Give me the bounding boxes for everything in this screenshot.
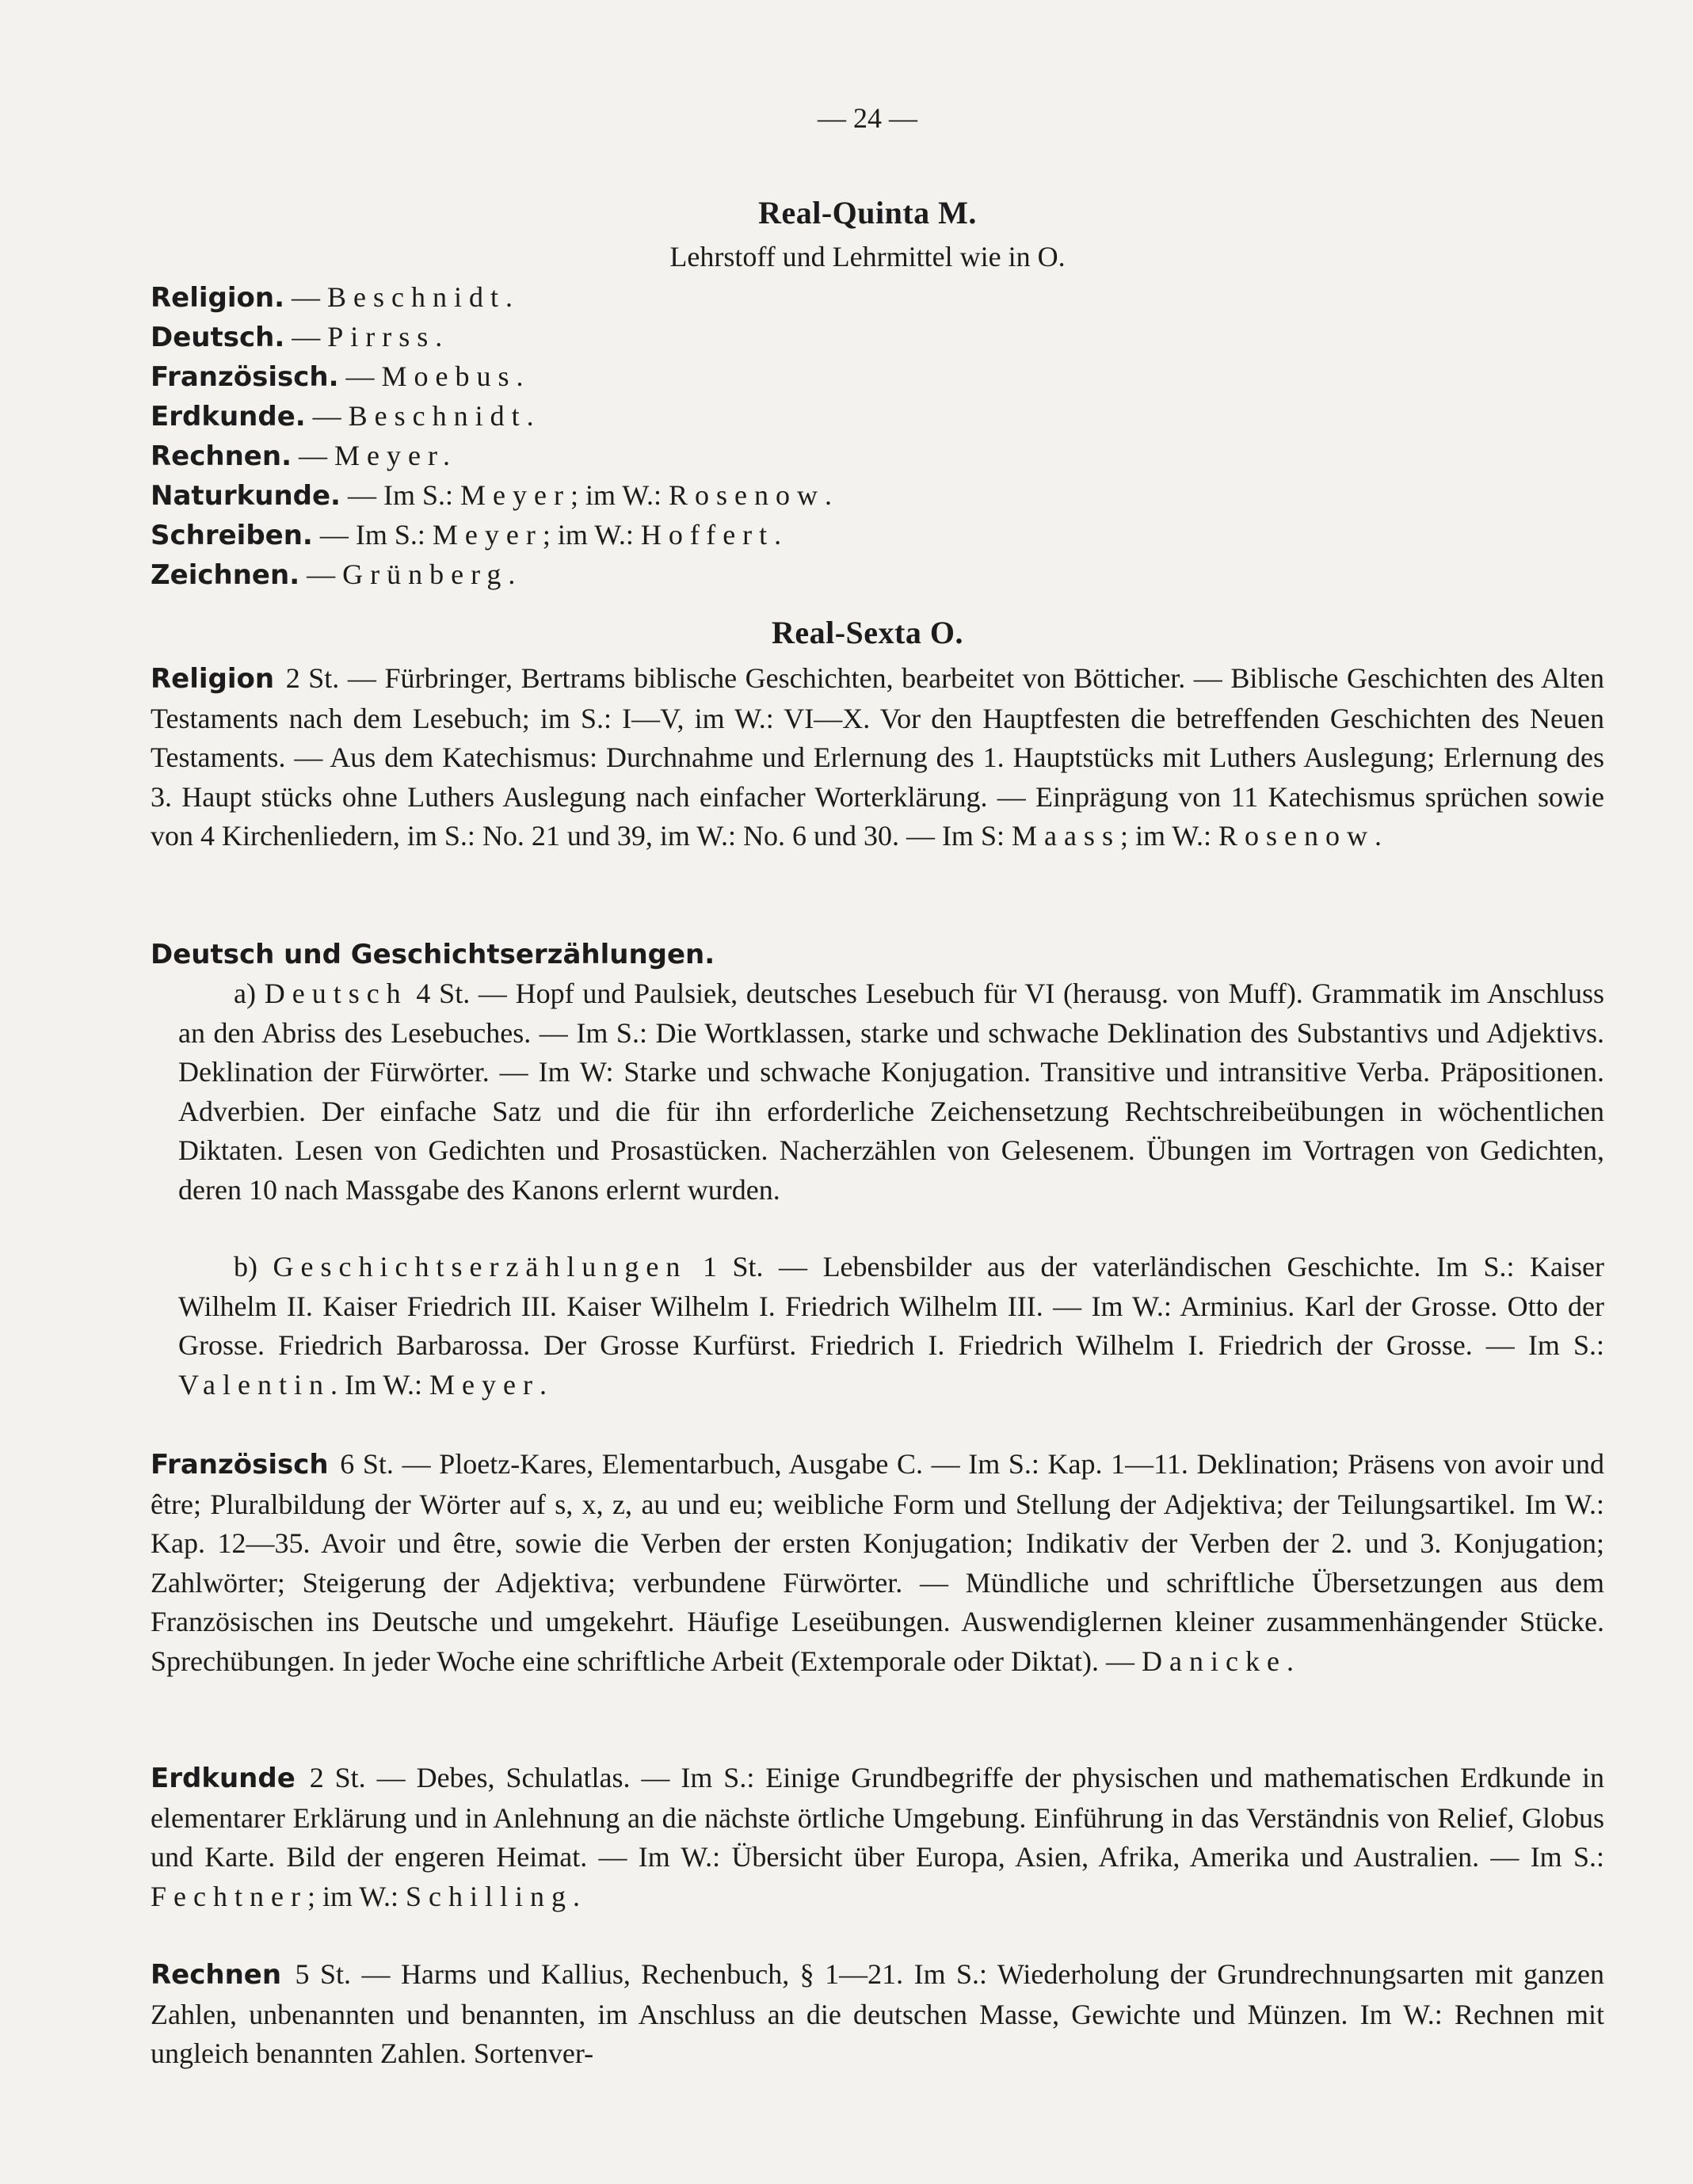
page-number: — 24 — — [818, 102, 917, 134]
line-text: — Im S.: — [340, 479, 460, 511]
sexta-title: Real-Sexta O. — [771, 615, 963, 650]
sexta-deutsch-b — [178, 1248, 1604, 1405]
subject-label: Naturkunde. — [151, 480, 341, 512]
paragraph-text: 2 St. — Debes, Schulatlas. — Im S.: Einige Grundbegriffe der physischen und mathematischen Erdkunde in elementarer Erklärung und in Anlehnung an die nächste örtliche Umgebung. Einführung in das Verständnis von Relief, Globus und Karte. Bild der engeren Heimat. — Im W.: Übersicht über Europa, Asien, Afrika, Amerika und Australien. — Im S.: — [151, 1762, 1604, 1873]
dash: — — [338, 360, 382, 392]
quinta-line-zeichnen — [151, 555, 522, 594]
sexta-deutsch-heading — [151, 935, 715, 974]
teacher-name: Pirrss. — [327, 321, 450, 353]
dash: — — [299, 558, 343, 590]
quinta-subtitle: Lehrstoff und Lehrmittel wie in O. — [669, 241, 1066, 273]
teacher-name: Meyer — [432, 519, 543, 551]
subject-label: Französisch. — [151, 361, 339, 393]
teacher-name: Maass — [1011, 820, 1120, 852]
line-text: ; im W.: — [542, 519, 641, 551]
teacher-name: Meyer — [459, 479, 570, 511]
subject-label: Erdkunde. — [151, 401, 306, 433]
teacher-name: Beschnidt. — [348, 400, 541, 432]
item-title: Deutsch — [264, 978, 408, 1009]
teacher-name: Valentin — [178, 1368, 330, 1401]
paragraph-text: 2 St. — Fürbringer, Bertrams biblische Geschichten, bearbeitet von Bötticher. — Biblische Geschichten des Alten Testaments nach dem Lesebuch; im S.: I—V, im W.: VI—X. Vor den Hauptfesten die betreffenden Geschichten des Neuen Testaments. — Aus dem Katechismus: Durchnahme und Erlernung des 1. Hauptstücks mit Luthers Auslegung; Erlernung des 3. Haupt stücks ohne Luthers Auslegung nach einfacher Worterklärung. — Einprägung von 11 Katechismus sprüchen sowie von 4 Kirchenliedern, im S.: No. 21 und 39, im W.: No. 6 und 30. — Im S: — [151, 662, 1605, 852]
subject-label: Erdkunde — [151, 1763, 296, 1794]
subject-label: Zeichnen. — [151, 559, 300, 591]
quinta-line-rechnen — [151, 436, 457, 475]
teacher-name: Rosenow — [668, 479, 825, 511]
dash: — — [292, 440, 334, 471]
subject-label: Rechnen — [151, 1959, 282, 1991]
subject-label: Religion — [151, 663, 275, 695]
teacher-name: Meyer. — [334, 440, 457, 471]
item-label: a) — [234, 978, 265, 1009]
paragraph-text: ; im W.: — [1119, 820, 1218, 852]
sexta-franzoesisch — [151, 1445, 1604, 1681]
teacher-name: Hoffert — [640, 519, 775, 551]
teacher-name: Schilling — [405, 1880, 573, 1912]
sexta-deutsch-a — [178, 974, 1604, 1210]
teacher-name: Beschnidt. — [327, 281, 520, 313]
paragraph-text: . — [573, 1880, 580, 1912]
dash: — — [305, 400, 349, 432]
quinta-line-naturkunde — [151, 476, 832, 515]
subject-label: Religion. — [151, 282, 285, 314]
sexta-rechnen — [151, 1955, 1604, 2074]
paragraph-text: 1 St. — Lebensbilder aus der vaterländischen Geschichte. Im S.: Kaiser Wilhelm II. Kaiser Friedrich III. Kaiser Wilhelm I. Friedrich Wilhelm III. — Im W.: Arminius. Karl der Grosse. Otto der Grosse. Friedrich Barbarossa. Der Grosse Kurfürst. Friedrich I. Friedrich Wilhelm I. Friedrich der Grosse. — Im S.: — [178, 1251, 1604, 1361]
teacher-name: Danicke — [1142, 1645, 1287, 1677]
paragraph-text: . Im W.: — [330, 1368, 429, 1401]
line-text: . — [774, 519, 782, 551]
paragraph-text: 6 St. — Ploetz-Kares, Elementarbuch, Ausgabe C. — Im S.: Kap. 1—11. Deklination; Präsens von avoir und être; Pluralbildung der Wörter auf s, x, z, au und eu; weibliche Form und Stellung der Adjektiva; der Teilungsartikel. Im W.: Kap. 12—35. Avoir und être, sowie die Verben der ersten Konjugation; Indikativ der Verben der 2. und 3. Konjugation; Zahlwörter; Steigerung der Adjektiva; verbundene Fürwörter. — Mündliche und schriftliche Übersetzungen aus dem Französischen ins Deutsche und umgekehrt. Häufige Leseübungen. Auswendiglernen kleiner zusammenhängender Stücke. Sprechübungen. In jeder Woche eine schriftliche Arbeit (Extemporale oder Diktat). — — [151, 1448, 1604, 1677]
line-text: . — [824, 479, 832, 511]
quinta-line-franzoesisch — [151, 357, 531, 396]
quinta-line-schreiben — [151, 516, 781, 555]
quinta-title: Real-Quinta M. — [758, 195, 977, 231]
dash: — — [284, 281, 328, 313]
item-title: Geschichtserzählungen — [273, 1251, 688, 1283]
line-text: — Im S.: — [312, 519, 433, 551]
paragraph-text: . — [1375, 820, 1382, 852]
subject-label: Deutsch. — [151, 322, 285, 353]
dash: — — [284, 321, 328, 353]
paragraph-text: . — [539, 1368, 547, 1401]
paragraph-text: 4 St. — Hopf und Paulsiek, deutsches Lesebuch für VI (herausg. von Muff). Grammatik im Anschluss an den Abriss des Lesebuches. — Im S.: Die Wortklassen, starke und schwache Deklination des Substantivs und Adjektivs. Deklination der Fürwörter. — Im W: Starke und schwache Konjugation. Transitive und intransitive Verba. Präpositionen. Adverbien. Der einfache Satz und die für ihn erforderliche Zeichensetzung Rechtschreibeübungen in wöchentlichen Diktaten. Lesen von Gedichten und Prosastücken. Nacherzählen von Gelesenem. Übungen im Vortragen von Gedichten, deren 10 nach Massgabe des Kanons erlernt wurden. — [178, 978, 1605, 1206]
sexta-religion — [151, 659, 1604, 856]
teacher-name: Grünberg. — [342, 558, 523, 590]
item-label: b) — [234, 1251, 273, 1283]
quinta-line-deutsch — [151, 318, 449, 356]
subject-label: Rechnen. — [151, 440, 292, 472]
quinta-line-erdkunde — [151, 397, 541, 436]
quinta-line-religion — [151, 278, 520, 317]
teacher-name: Rosenow — [1218, 820, 1375, 852]
paragraph-text: . — [1286, 1645, 1294, 1677]
subject-label: Schreiben. — [151, 520, 313, 551]
teacher-name: Moebus. — [381, 360, 531, 392]
section-heading: Deutsch und Geschichtserzählungen. — [151, 939, 715, 970]
paragraph-text: ; im W.: — [307, 1880, 406, 1912]
subject-label: Französisch — [151, 1449, 329, 1481]
sexta-erdkunde — [151, 1759, 1604, 1916]
teacher-name: Fechtner — [151, 1880, 307, 1912]
line-text: ; im W.: — [570, 479, 669, 511]
paragraph-text: 5 St. — Harms und Kallius, Rechenbuch, § 1—21. Im S.: Wiederholung der Grundrechnungsarten mit ganzen Zahlen, unbenannten und benannten, im Anschluss an die deutschen Masse, Gewichte und Münzen. Im W.: Rechnen mit ungleich benannten Zahlen. Sortenver- — [151, 1958, 1604, 2069]
teacher-name: Meyer — [429, 1368, 540, 1401]
